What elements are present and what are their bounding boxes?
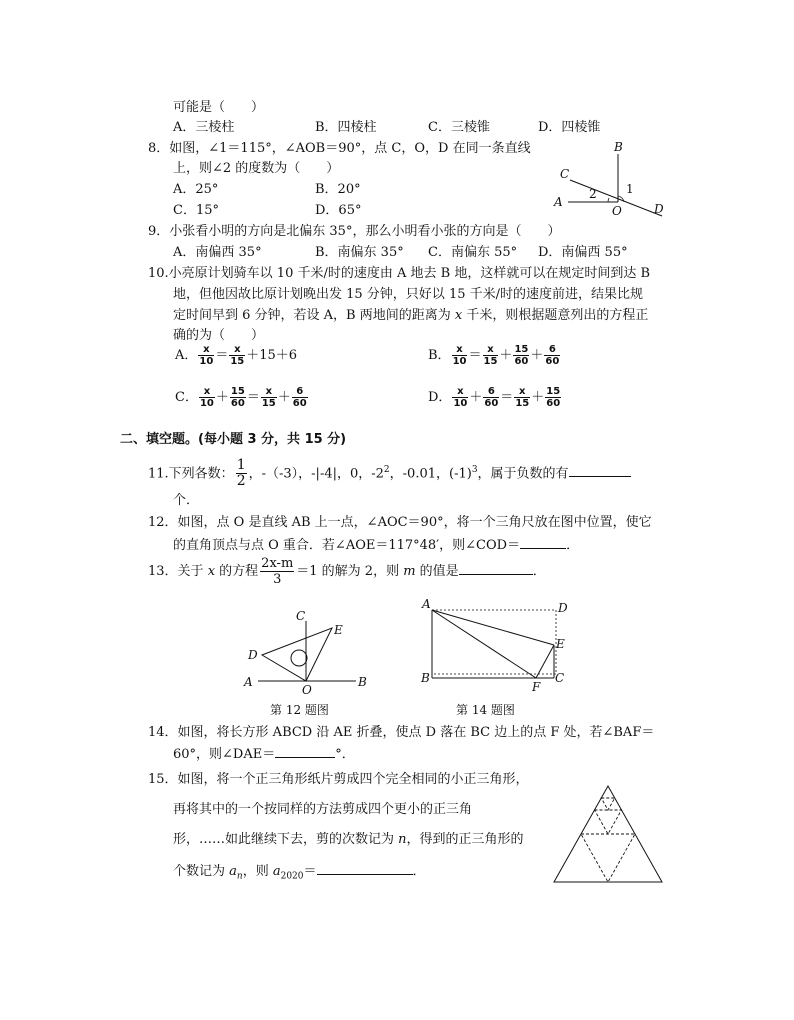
fig12-label-d: D bbox=[248, 648, 258, 662]
q8-option-d: D．65° bbox=[315, 203, 362, 218]
figure-12 bbox=[242, 608, 382, 718]
q8-line1: 8．如图，∠1＝115°，∠AOB＝90°，点 C，O，D 在同一条直线 bbox=[148, 141, 531, 156]
q8-label-c: C bbox=[560, 167, 570, 181]
q11-line1: 11.下列各数： $\frac{1}{2}$ ，-（-3），-|-4|，0，$-2^2$，-0.01，$(-1)^3$，属于负数的有 bbox=[148, 456, 631, 489]
q8-label-b: B bbox=[614, 140, 623, 154]
q14-answer-blank[interactable] bbox=[275, 744, 335, 758]
q8-figure bbox=[550, 138, 670, 220]
q7-option-b: B．四棱柱 bbox=[315, 120, 377, 135]
q9-option-a: A．南偏西 35° bbox=[173, 245, 262, 260]
fig14-label-d: D bbox=[558, 601, 568, 615]
q8-label-o: O bbox=[612, 204, 622, 218]
q8-option-b: B．20° bbox=[315, 182, 361, 197]
q10-line2: 地，但他因故比原计划晚出发 15 分钟，只好以 15 千米/时的速度前进，结果比规 bbox=[173, 287, 643, 302]
fig12-triangle bbox=[262, 628, 332, 681]
fig15-mid-triangle-3 bbox=[601, 798, 615, 810]
q8-line2: 上，则∠2 的度数为（ ） bbox=[173, 161, 340, 176]
fig14-label-f: F bbox=[532, 680, 541, 694]
q12-line2: 的直角顶点与点 O 重合．若∠AOE＝117°48′，则∠COD＝ ． bbox=[173, 535, 579, 556]
q9-line1: 9．小张看小明的方向是北偏东 35°，那么小明看小张的方向是（ ） bbox=[148, 224, 561, 239]
q9-option-b: B．南偏东 35° bbox=[315, 245, 404, 260]
fig14-label-e: E bbox=[556, 637, 565, 651]
fig15-mid-triangle-2 bbox=[595, 810, 622, 834]
q8-angle2-arc bbox=[608, 198, 609, 202]
fig15-mid-triangle-1 bbox=[581, 834, 635, 882]
fig14-caption: 第 14 题图 bbox=[456, 703, 515, 717]
q8-angle1-label: 1 bbox=[626, 182, 634, 196]
q10-option-d: D． $\frac{x}{10}$ ＋ $\frac{6}{60}$ ＝ $\frac{x}{15}$ ＋ $\frac{15}{60}$ bbox=[428, 386, 561, 409]
q15-line4: 个数记为 $a_n$，则 $a_{2020}=$ ． bbox=[173, 861, 426, 887]
fig14-line-fe bbox=[536, 645, 554, 678]
q8-label-d: D bbox=[654, 202, 664, 216]
q11-answer-blank[interactable] bbox=[569, 463, 631, 477]
q14-line1: 14．如图，将长方形 ABCD 沿 AE 折叠，使点 D 落在 BC 边上的点 F 处，若∠BAF＝ bbox=[148, 725, 655, 740]
q9-option-d: D．南偏西 55° bbox=[538, 245, 628, 260]
fig14-rect-dashed bbox=[432, 610, 556, 674]
q10-option-c: C． $\frac{x}{10}$ ＋ $\frac{15}{60}$ ＝ $\frac{x}{15}$ ＋ $\frac{6}{60}$ bbox=[175, 386, 307, 409]
figure-15 bbox=[550, 784, 666, 886]
q10-line3: 定时间早到 6 分钟，若设 A，B 两地间的距离为 x 千米，则根据题意列出的方程正 bbox=[173, 308, 649, 323]
section-2-title: 二、填空题。(每小题 3 分，共 15 分) bbox=[120, 432, 347, 447]
q13-line: 13．关于 x 的方程 $\frac{2x-m}{3}$ ＝1 的解为 2，则 m 的值是 ． bbox=[148, 556, 546, 587]
fig12-label-o: O bbox=[302, 683, 312, 697]
fig14-fold-ae bbox=[432, 610, 554, 645]
fig12-caption: 第 12 题图 bbox=[270, 703, 329, 717]
figure-14 bbox=[418, 596, 578, 720]
q11-line2: 个． bbox=[173, 493, 200, 508]
fig12-hole bbox=[291, 650, 307, 666]
q10-option-b: B． $\frac{x}{10}$ ＝ $\frac{x}{15}$ ＋ $\frac{15}{60}$ ＋ $\frac{6}{60}$ bbox=[428, 344, 560, 367]
q13-answer-blank[interactable] bbox=[459, 561, 533, 575]
q8-option-c: C．15° bbox=[173, 203, 219, 218]
q8-option-a: A．25° bbox=[173, 182, 219, 197]
q10-line1: 10.小亮原计划骑车以 10 千米/时的速度由 A 地去 B 地，这样就可以在规定时间到达 B bbox=[148, 266, 651, 281]
fig12-label-c: C bbox=[296, 609, 306, 623]
q7-option-d: D．四棱锥 bbox=[538, 120, 601, 135]
q15-answer-blank[interactable] bbox=[317, 861, 413, 875]
fig14-label-a: A bbox=[422, 597, 431, 611]
q14-line2: 60°，则∠DAE＝ °． bbox=[173, 744, 355, 765]
fig12-label-a: A bbox=[244, 675, 253, 689]
q8-label-a: A bbox=[554, 195, 563, 209]
fig12-label-e: E bbox=[334, 623, 343, 637]
q10-line4: 确的为（ ） bbox=[173, 328, 265, 343]
fig14-label-c: C bbox=[555, 671, 565, 685]
q7-continuation: 可能是（ ） bbox=[173, 100, 265, 115]
fig14-line-af bbox=[432, 610, 536, 678]
q15-line3: 形，……如此继续下去，剪的次数记为 n，得到的正三角形的 bbox=[173, 832, 524, 847]
fig14-label-b: B bbox=[421, 671, 430, 685]
q15-line1: 15．如图，将一个正三角形纸片剪成四个完全相同的小正三角形， bbox=[148, 772, 529, 787]
q12-line1: 12．如图，点 O 是直线 AB 上一点，∠AOC＝90°，将一个三角尺放在图中位置，使它 bbox=[148, 515, 652, 530]
q7-option-c: C．三棱锥 bbox=[428, 120, 490, 135]
q9-option-c: C．南偏东 55° bbox=[428, 245, 518, 260]
q7-option-a: A．三棱柱 bbox=[173, 120, 235, 135]
q10-option-a: A． $\frac{x}{10}$ ＝ $\frac{x}{15}$ ＋15＋6 bbox=[175, 344, 298, 367]
q15-line2: 再将其中的一个按同样的方法剪成四个更小的正三角 bbox=[173, 802, 473, 817]
fig12-label-b: B bbox=[358, 675, 367, 689]
q8-angle2-label: 2 bbox=[589, 187, 597, 201]
q12-answer-blank[interactable] bbox=[520, 535, 566, 549]
